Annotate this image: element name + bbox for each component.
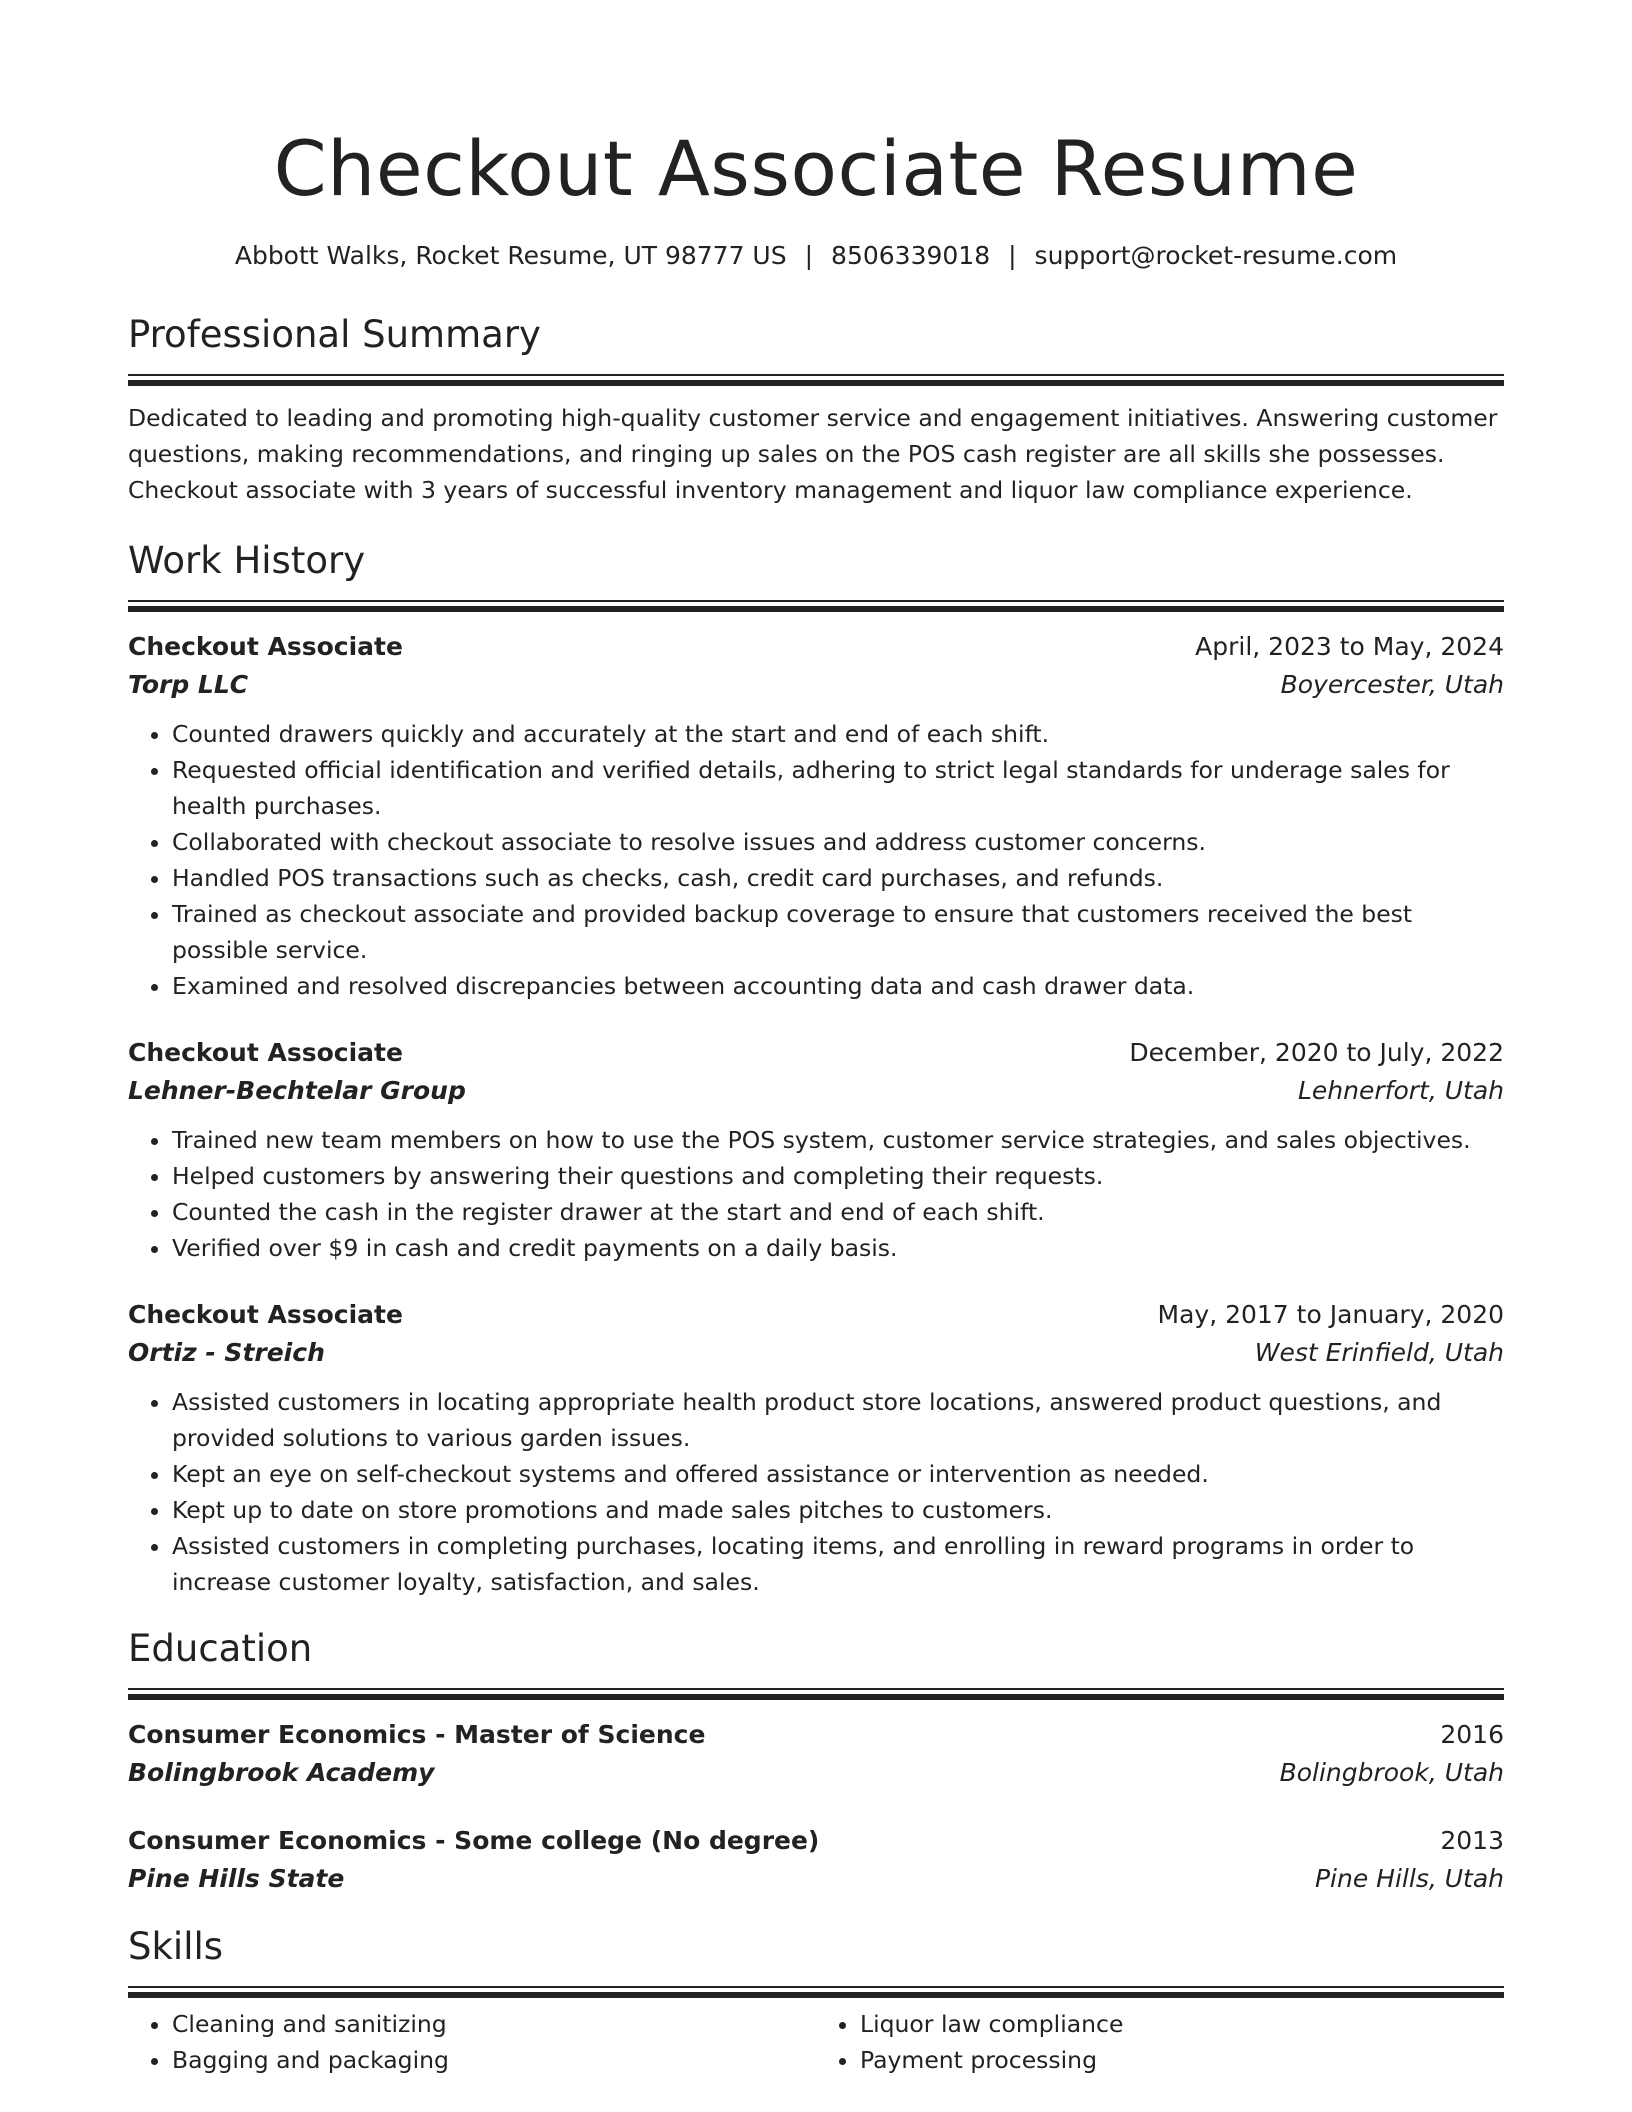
section-divider — [128, 600, 1504, 606]
list-item: • Kept an eye on self-checkout systems and offered assistance or intervention as needed. — [172, 1456, 1504, 1492]
list-item: • Trained new team members on how to use the POS system, customer service strategies, and sales objectives. — [172, 1122, 1504, 1158]
job-title: Checkout Associate — [128, 1300, 403, 1329]
list-item: • Requested official identification and verified details, adhering to strict legal standards for underage sales for health purchases. — [172, 752, 1504, 824]
summary-text: Dedicated to leading and promoting high-quality customer service and engagement initiatives. Answering customer questions, making recommendations, and ringing up sales on the POS cash register are all skills she possesses. Checkout associate with 3 years of successful inventory management and liquor law compliance experience. — [128, 404, 1498, 504]
list-item: • Payment processing — [860, 2042, 1504, 2078]
list-item: • Liquor law compliance — [860, 2006, 1504, 2042]
skills-section — [128, 1924, 1504, 2078]
education-entry — [128, 1822, 1504, 1898]
education-heading: Education — [128, 1627, 313, 1670]
education-school: Pine Hills State — [128, 1864, 345, 1893]
job-entry — [128, 1034, 1504, 1266]
job-title: Checkout Associate — [128, 1038, 403, 1067]
contact-phone: 8506339018 — [831, 241, 991, 270]
list-item: • Examined and resolved discrepancies between accounting data and cash drawer data. — [172, 968, 1504, 1004]
education-degree: Consumer Economics - Master of Science — [128, 1720, 706, 1749]
education-section — [128, 1626, 1504, 1898]
job-bullets — [128, 1122, 1504, 1266]
list-item: • Kept up to date on store promotions and made sales pitches to customers. — [172, 1492, 1504, 1528]
education-year: 2016 — [1440, 1720, 1504, 1749]
job-entry — [128, 628, 1504, 1004]
list-item: • Verified over $9 in cash and credit payments on a daily basis. — [172, 1230, 1504, 1266]
section-divider — [128, 374, 1504, 380]
list-item: • Collaborated with checkout associate to resolve issues and address customer concerns. — [172, 824, 1504, 860]
job-bullets — [128, 1384, 1504, 1600]
job-company: Lehner-Bechtelar Group — [128, 1076, 466, 1105]
education-entry — [128, 1716, 1504, 1792]
list-item: • Handled POS transactions such as checks, cash, credit card purchases, and refunds. — [172, 860, 1504, 896]
education-year: 2013 — [1440, 1826, 1504, 1855]
list-item: • Bagging and packaging — [172, 2042, 816, 2078]
job-company: Ortiz - Streich — [128, 1338, 325, 1367]
education-location: Pine Hills, Utah — [1314, 1864, 1504, 1893]
education-location: Bolingbrook, Utah — [1279, 1758, 1504, 1787]
summary-heading: Professional Summary — [128, 313, 541, 356]
skills-grid — [128, 2006, 1504, 2078]
job-dates: May, 2017 to January, 2020 — [1157, 1300, 1504, 1329]
skills-column-right — [816, 2006, 1504, 2078]
job-location: Lehnerfort, Utah — [1298, 1076, 1504, 1105]
list-item: • Helped customers by answering their questions and completing their requests. — [172, 1158, 1504, 1194]
education-school: Bolingbrook Academy — [128, 1758, 435, 1787]
job-company: Torp LLC — [128, 670, 249, 699]
contact-separator: | — [804, 241, 814, 270]
list-item: • Assisted customers in locating appropriate health product store locations, answered product questions, and provided solutions to various garden issues. — [172, 1384, 1504, 1456]
list-item: • Cleaning and sanitizing — [172, 2006, 816, 2042]
contact-line — [128, 240, 1504, 272]
job-dates: April, 2023 to May, 2024 — [1195, 632, 1504, 661]
skills-heading: Skills — [128, 1925, 224, 1968]
job-location: Boyercester, Utah — [1280, 670, 1504, 699]
contact-email[interactable]: support@rocket-resume.com — [1034, 241, 1398, 270]
work-history-heading: Work History — [128, 539, 366, 582]
list-item: • Counted the cash in the register drawer at the start and end of each shift. — [172, 1194, 1504, 1230]
list-item: • Assisted customers in completing purchases, locating items, and enrolling in reward programs in order to increase customer loyalty, satisfaction, and sales. — [172, 1528, 1504, 1600]
resume-title: Checkout Associate Resume — [273, 124, 1359, 213]
job-title: Checkout Associate — [128, 632, 403, 661]
summary-section — [128, 312, 1504, 508]
contact-separator: | — [1008, 241, 1017, 270]
education-degree: Consumer Economics - Some college (No degree) — [128, 1826, 820, 1855]
section-divider — [128, 1986, 1504, 1992]
job-entry — [128, 1296, 1504, 1600]
job-dates: December, 2020 to July, 2022 — [1129, 1038, 1504, 1067]
list-item: • Counted drawers quickly and accurately at the start and end of each shift. — [172, 716, 1504, 752]
section-divider — [128, 1688, 1504, 1694]
skills-column-left — [128, 2006, 816, 2078]
work-history-section — [128, 538, 1504, 1600]
job-location: West Erinfield, Utah — [1254, 1338, 1504, 1367]
contact-address: Abbott Walks, Rocket Resume, UT 98777 US — [234, 241, 787, 270]
job-bullets — [128, 716, 1504, 1004]
list-item: • Trained as checkout associate and provided backup coverage to ensure that customers received the best possible service. — [172, 896, 1504, 968]
